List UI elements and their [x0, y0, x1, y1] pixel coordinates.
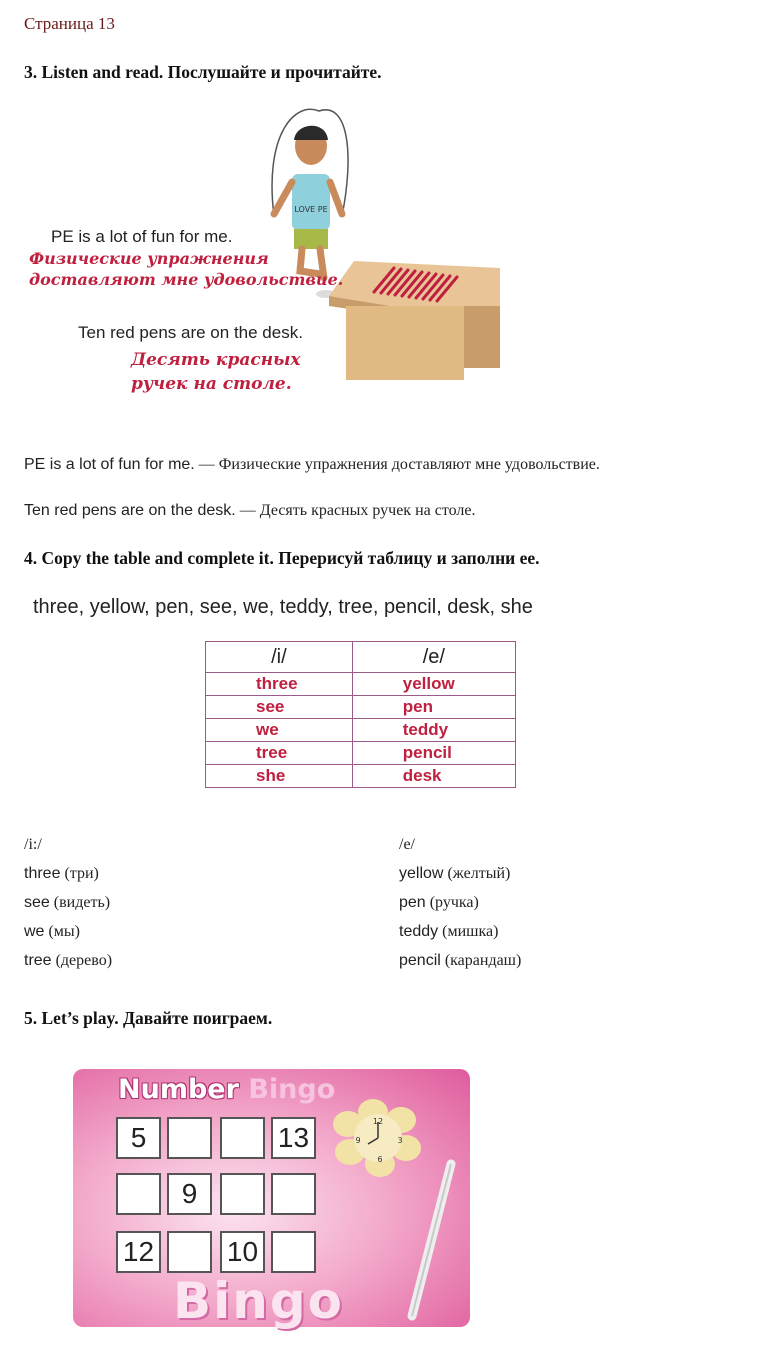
- phonetics-table: [205, 641, 516, 788]
- sentence-1-en: PE is a lot of fun for me.: [24, 456, 195, 473]
- table-cell: see: [206, 696, 353, 719]
- svg-text:3: 3: [397, 1136, 403, 1145]
- bingo-cell: 13: [271, 1117, 316, 1159]
- list-item: yellow (желтый): [399, 865, 511, 882]
- exercise-4-heading: 4. Copy the table and complete it. Перерисуй таблицу и заполни ее.: [24, 548, 540, 568]
- bingo-cell: [271, 1231, 316, 1273]
- right-word-column: [399, 836, 521, 981]
- svg-text:6: 6: [377, 1155, 383, 1164]
- table-header-i: /i/: [206, 642, 353, 673]
- sentence-1: [24, 456, 600, 474]
- illustration-line2-ru-a: Десять красных: [131, 350, 301, 370]
- table-cell: teddy: [352, 719, 515, 742]
- pencil-icon: [412, 1164, 451, 1316]
- list-item: teddy (мишка): [399, 923, 499, 940]
- sentence-2-en: Ten red pens are on the desk.: [24, 502, 236, 519]
- sentence-1-ru: — Физические упражнения доставляют мне удовольствие.: [194, 456, 600, 473]
- flower-clock-and-pencil: [328, 1094, 468, 1324]
- left-word-column: [24, 836, 112, 981]
- table-header-e: /e/: [352, 642, 515, 673]
- bingo-footer: Bingo: [173, 1272, 344, 1330]
- bingo-cell: [167, 1117, 212, 1159]
- exercise-3-heading: 3. Listen and read. Послушайте и прочитайте.: [24, 62, 382, 82]
- illustration-line1-en: PE is a lot of fun for me.: [51, 227, 233, 246]
- table-cell: she: [206, 765, 353, 788]
- table-row: [206, 742, 516, 765]
- svg-text:12: 12: [372, 1117, 384, 1126]
- table-cell: three: [206, 673, 353, 696]
- table-cell: tree: [206, 742, 353, 765]
- bingo-cell: 12: [116, 1231, 161, 1273]
- bingo-title-number: Number: [118, 1074, 239, 1105]
- bingo-card: [73, 1069, 470, 1330]
- list-item: pen (ручка): [399, 894, 479, 911]
- illustration-line2-ru-b: ручек на столе.: [131, 374, 292, 394]
- table-cell: pen: [352, 696, 515, 719]
- shirt-text: LOVE PE: [294, 205, 328, 214]
- table-row: [206, 765, 516, 788]
- exercise-5-heading: 5. Let’s play. Давайте поиграем.: [24, 1008, 273, 1028]
- bingo-title-bingo: Bingo: [248, 1074, 336, 1105]
- bingo-cell: [116, 1173, 161, 1215]
- table-row: [206, 719, 516, 742]
- sentence-2: [24, 502, 475, 520]
- list-item: see (видеть): [24, 894, 111, 911]
- sentence-2-ru: — Десять красных ручек на столе.: [235, 502, 476, 519]
- bingo-cell: [220, 1173, 265, 1215]
- svg-text:9: 9: [355, 1136, 361, 1145]
- bingo-cell: 5: [116, 1117, 161, 1159]
- right-column-header: /e/: [399, 836, 415, 853]
- bingo-cell: [220, 1117, 265, 1159]
- table-cell: desk: [352, 765, 515, 788]
- bingo-cell: 9: [167, 1173, 212, 1215]
- table-cell: yellow: [352, 673, 515, 696]
- bingo-cell: [167, 1231, 212, 1273]
- page-label: Страница 13: [24, 14, 115, 33]
- flower-clock-icon: [333, 1099, 421, 1177]
- table-cell: pencil: [352, 742, 515, 765]
- table-header-row: [206, 642, 516, 673]
- table-row: [206, 696, 516, 719]
- list-item: pencil (карандаш): [399, 952, 522, 969]
- list-item: tree (дерево): [24, 952, 113, 969]
- illustration-line2-en: Ten red pens are on the desk.: [78, 323, 303, 342]
- bingo-cell: [271, 1173, 316, 1215]
- illustration-boy-desk: [24, 96, 524, 426]
- left-column-header: /i:/: [24, 836, 42, 853]
- word-list: three, yellow, pen, see, we, teddy, tree, pencil, desk, she: [33, 596, 533, 618]
- illustration-line1-ru-a: Физические упражнения: [29, 249, 269, 268]
- bingo-title: [118, 1074, 335, 1105]
- illustration-line1-ru-b: доставляют мне удовольствие.: [29, 270, 344, 289]
- table-cell: we: [206, 719, 353, 742]
- table-row: [206, 673, 516, 696]
- bingo-cell: 10: [220, 1231, 265, 1273]
- list-item: we (мы): [24, 923, 80, 940]
- list-item: three (три): [24, 865, 99, 882]
